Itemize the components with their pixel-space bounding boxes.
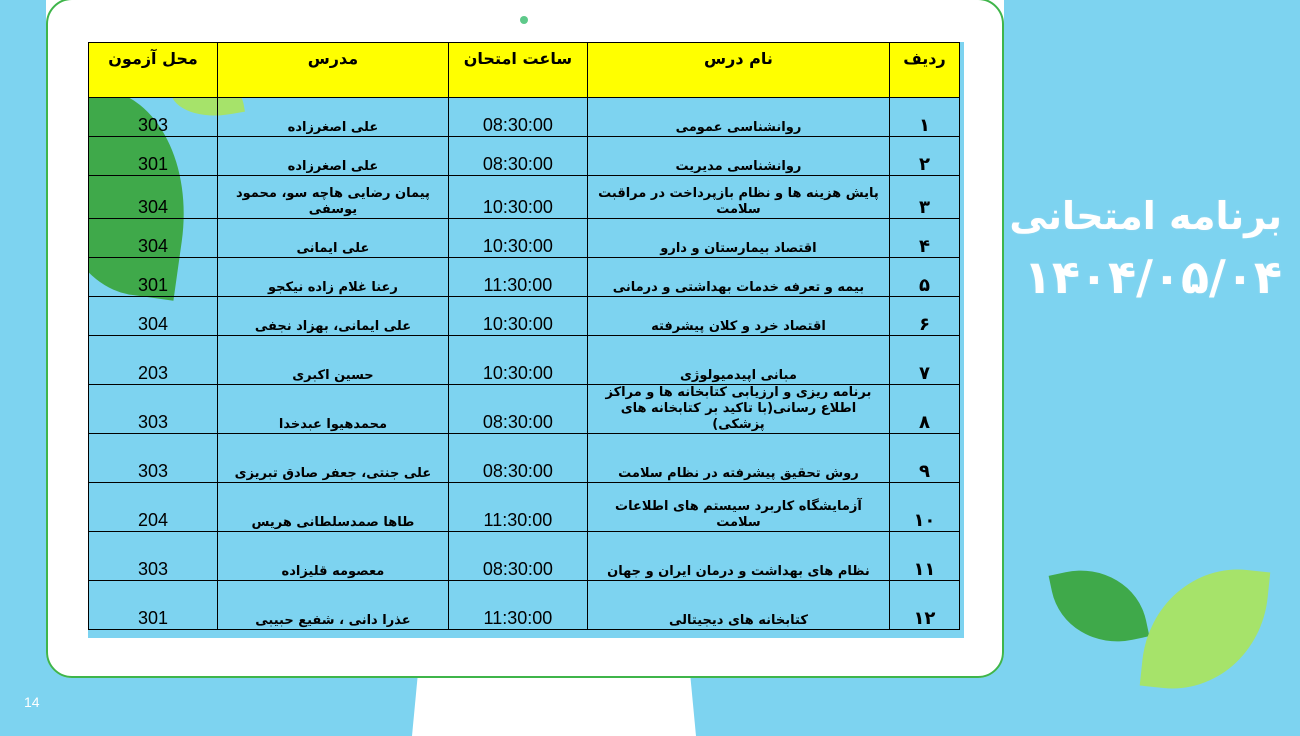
row-course: اقتصاد خرد و کلان پیشرفته [588,297,890,336]
row-teacher: علی جنتی، جعفر صادق تبریزی [218,434,449,483]
row-index: ۹ [889,434,959,483]
row-room: 303 [89,385,218,434]
row-index: ۱ [889,98,959,137]
row-time: 08:30:00 [448,137,587,176]
slide-title-block [992,186,1282,308]
row-index: ۱۲ [889,581,959,630]
row-index: ۷ [889,336,959,385]
monitor-stand [412,676,696,736]
table-row [89,258,960,297]
row-teacher: حسین اکبری [218,336,449,385]
row-index: ۶ [889,297,959,336]
table-header-row [89,43,960,98]
table-row [89,176,960,219]
row-time: 10:30:00 [448,176,587,219]
row-index: ۵ [889,258,959,297]
slide-title: برنامه امتحانی [1009,194,1282,238]
row-teacher: محمدهیوا عبدخدا [218,385,449,434]
row-course: پایش هزینه ها و نظام بازپرداخت در مراقبت سلامت [588,176,890,219]
camera-dot [520,16,528,24]
row-room: 303 [89,532,218,581]
row-room: 301 [89,137,218,176]
slide-date: ۱۴۰۴/۰۵/۰۴ [1023,250,1282,304]
row-course: روش تحقیق پیشرفته در نظام سلامت [588,434,890,483]
row-teacher: علی ایمانی، بهزاد نجفی [218,297,449,336]
table-row [89,219,960,258]
table-row [89,336,960,385]
row-time: 08:30:00 [448,385,587,434]
row-teacher: علی اصغرزاده [218,137,449,176]
row-course: روانشناسی عمومی [588,98,890,137]
row-time: 11:30:00 [448,258,587,297]
header-time: ساعت امتحان [448,43,587,98]
row-course: آزمایشگاه کاربرد سیستم های اطلاعات سلامت [588,483,890,532]
header-room: محل آزمون [89,43,218,98]
row-course: مبانی اپیدمیولوژی [588,336,890,385]
row-time: 10:30:00 [448,297,587,336]
row-teacher: رعنا غلام زاده نیکجو [218,258,449,297]
row-course: برنامه ریزی و ارزیابی کتابخانه ها و مراکز اطلاع رسانی(با تاکید بر کتابخانه های پزشکی) [588,385,890,434]
row-course: کتابخانه های دیجیتالی [588,581,890,630]
row-teacher: طاها صمدسلطانی هریس [218,483,449,532]
row-index: ۴ [889,219,959,258]
row-time: 08:30:00 [448,532,587,581]
row-teacher: علی اصغرزاده [218,98,449,137]
header-course: نام درس [588,43,890,98]
row-index: ۱۰ [889,483,959,532]
leaf-decoration-dark [1049,558,1150,654]
row-room: 204 [89,483,218,532]
row-time: 11:30:00 [448,581,587,630]
row-teacher: معصومه قلیزاده [218,532,449,581]
row-room: 304 [89,176,218,219]
slide-number: 14 [24,694,40,710]
header-teacher: مدرس [218,43,449,98]
row-index: ۳ [889,176,959,219]
table-row [89,98,960,137]
row-time: 11:30:00 [448,483,587,532]
table-row [89,581,960,630]
leaf-decoration-light [1140,560,1271,698]
row-course: بیمه و تعرفه خدمات بهداشتی و درمانی [588,258,890,297]
row-time: 08:30:00 [448,434,587,483]
row-room: 301 [89,581,218,630]
row-room: 203 [89,336,218,385]
table-row [89,483,960,532]
row-course: اقتصاد بیمارستان و دارو [588,219,890,258]
row-teacher: علی ایمانی [218,219,449,258]
row-room: 303 [89,434,218,483]
row-time: 10:30:00 [448,336,587,385]
table-row [89,297,960,336]
table-row [89,434,960,483]
table-row [89,532,960,581]
table-row [89,385,960,434]
row-room: 303 [89,98,218,137]
row-course: روانشناسی مدیریت [588,137,890,176]
row-index: ۲ [889,137,959,176]
row-room: 301 [89,258,218,297]
row-teacher: پیمان رضایی هاچه سو، محمود یوسفی [218,176,449,219]
row-index: ۱۱ [889,532,959,581]
table-row [89,137,960,176]
row-room: 304 [89,219,218,258]
header-index: ردیف [889,43,959,98]
row-time: 08:30:00 [448,98,587,137]
row-time: 10:30:00 [448,219,587,258]
row-room: 304 [89,297,218,336]
row-course: نظام های بهداشت و درمان ایران و جهان [588,532,890,581]
row-teacher: عذرا دانی ، شفیع حبیبی [218,581,449,630]
monitor-screen [88,42,964,638]
row-index: ۸ [889,385,959,434]
exam-schedule-table [88,42,960,630]
